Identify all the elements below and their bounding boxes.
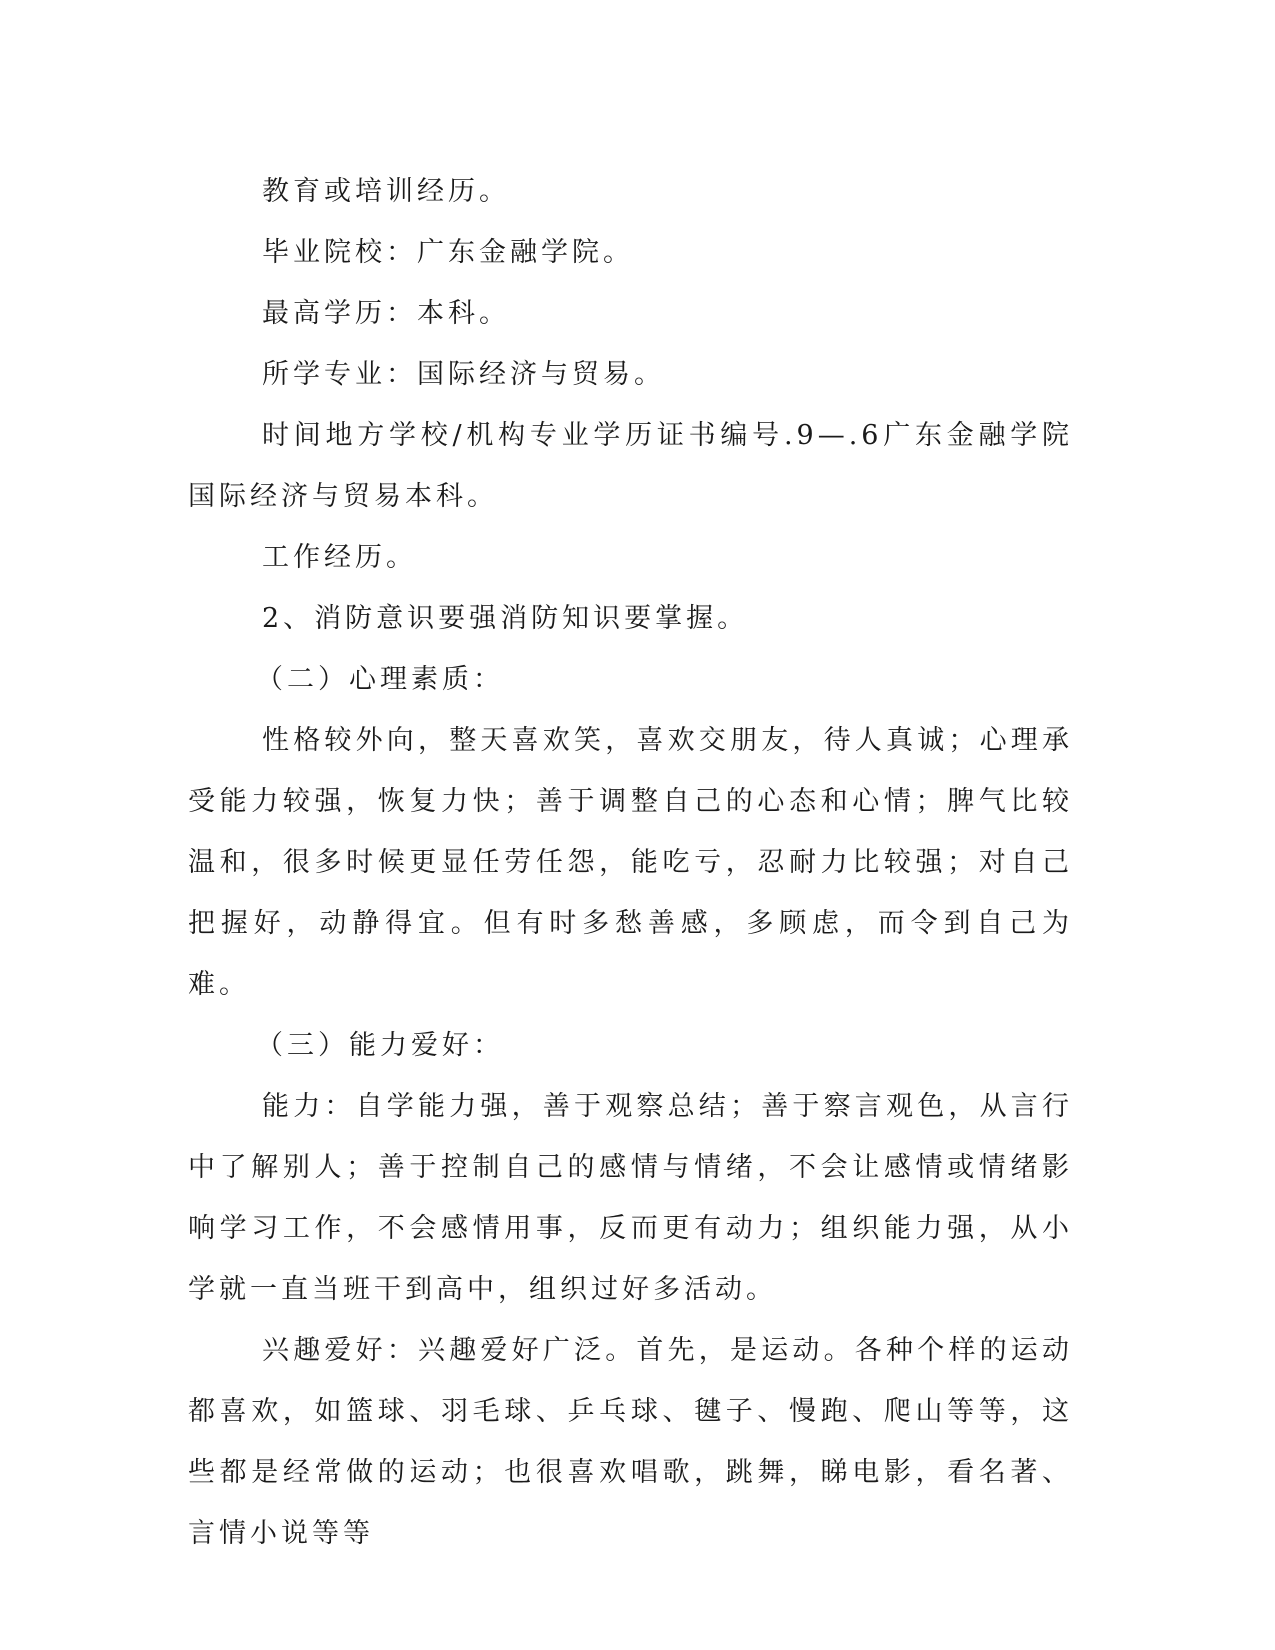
- abilities-text: 能力：自学能力强，善于观察总结；善于察言观色，从言行中了解别人；善于控制自己的感情与情绪，不会让感情或情绪影响学习工作，不会感情用事，反而更有动力；组织能力强，从小学就一直当班干到高中，组织过好多活动。: [188, 1091, 1073, 1305]
- highest-degree: 最高学历：本科。: [262, 298, 510, 329]
- psychological-quality-text: 性格较外向，整天喜欢笑，喜欢交朋友，待人真诚；心理承受能力较强，恢复力快；善于调整自己的心态和心情；脾气比较温和，很多时候更显任劳任怨，能吃亏，忍耐力比较强；对自己把握好，动静得宜。但有时多愁善感，多顾虑，而令到自己为难。: [188, 725, 1073, 1000]
- graduated-school: 毕业院校：广东金融学院。: [262, 237, 634, 268]
- fire-safety-note: 2、消防意识要强消防知识要掌握。: [262, 603, 749, 634]
- document-body: [188, 161, 1073, 1564]
- heading-psychological-quality: （二）心理素质：: [256, 664, 504, 695]
- major: 所学专业：国际经济与贸易。: [262, 359, 665, 390]
- education-record: 时间地方学校/机构专业学历证书编号.9—.6广东金融学院国际经济与贸易本科。: [188, 420, 1073, 512]
- heading-abilities-hobbies: （三）能力爱好：: [256, 1030, 504, 1061]
- heading-work-history: 工作经历。: [262, 542, 417, 573]
- hobbies-text: 兴趣爱好：兴趣爱好广泛。首先，是运动。各种个样的运动都喜欢，如篮球、羽毛球、乒乓球、毽子、慢跑、爬山等等，这些都是经常做的运动；也很喜欢唱歌，跳舞，睇电影，看名著、言情小说等等: [188, 1335, 1073, 1549]
- heading-education-history: 教育或培训经历。: [262, 176, 510, 207]
